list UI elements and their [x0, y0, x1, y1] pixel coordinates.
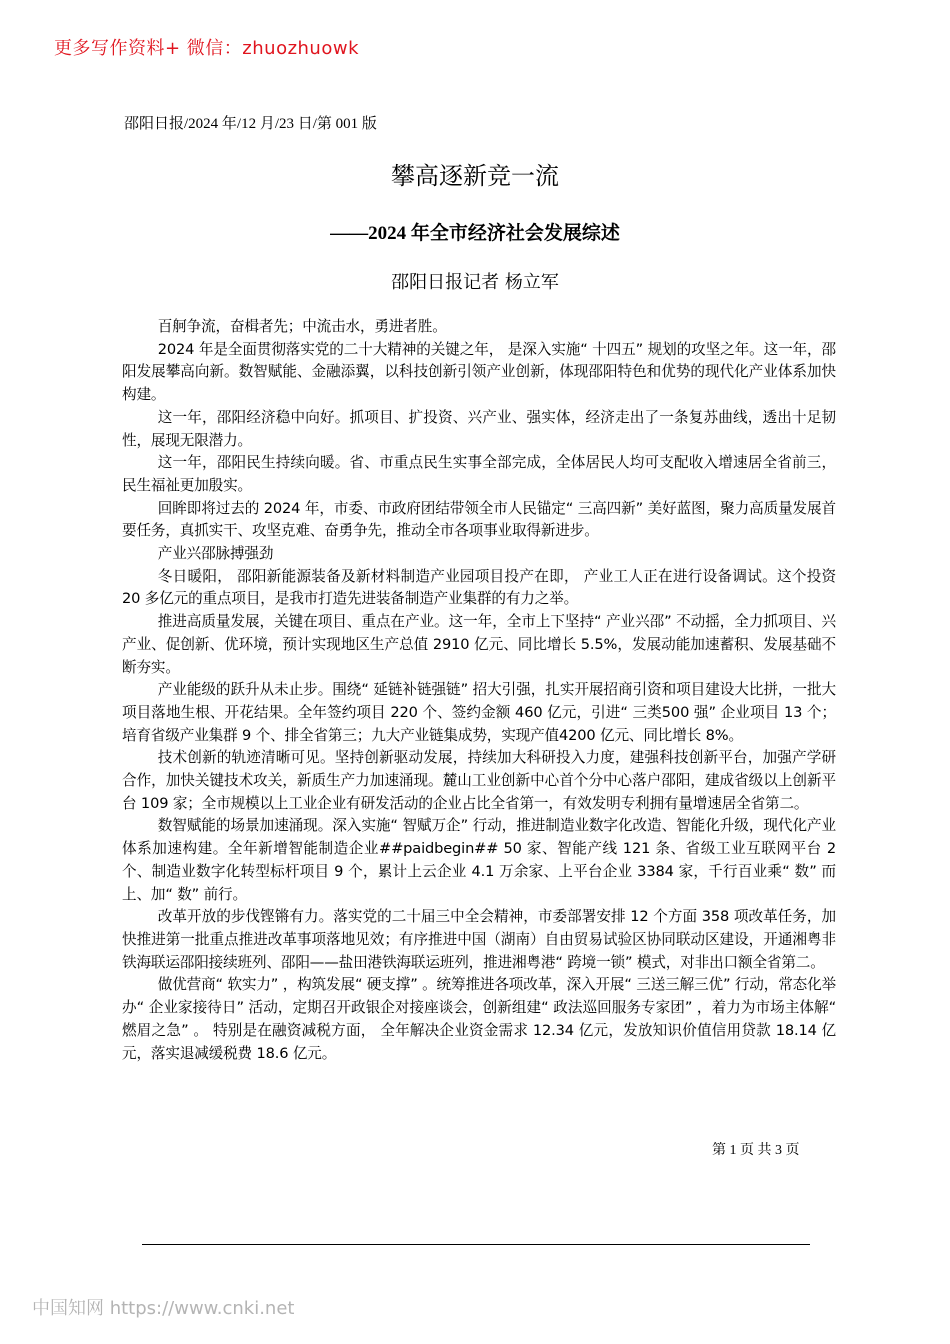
paragraph: 百舸争流，奋楫者先；中流击水，勇进者胜。 [157, 318, 447, 335]
paragraph: 技术创新的轨迹清晰可见。坚持创新驱动发展，持续加大科研投入力度，建强科技创新平台，加强产学研合作，加快关键技术攻关，新质生产力加速涌现。麓山工业创新中心首个分中心落户邵阳，建成省级以上创新平台 109 家；全市规模以上工业企业有研发活动的企业占比全省第一，有效发明专利拥有量增速居全省第二。 [122, 749, 836, 812]
paragraph: 做优营商“ 软实力” ，构筑发展“ 硬支撑” 。统筹推进各项改革，深入开展“ 三送三解三优” 行动，常态化举办“ 企业家接待日” 活动，定期召开政银企对接座谈会，创新组建“ 政法巡回服务专家团” ，着力为市场主体解“ 燃眉之急” 。 特别是在融资减税方面， 全年解决企业资金需求 12.34 亿元，发放知识价值信用贷款 18.14 亿元，落实退减缓税费 18.6 亿元。 [122, 976, 836, 1062]
article-byline: 邵阳日报记者 杨立军 [391, 272, 559, 293]
cnki-watermark: 中国知网 https://www.cnki.net [32, 1298, 295, 1319]
paragraph: 数智赋能的场景加速涌现。深入实施“ 智赋万企” 行动，推进制造业数字化改造、智能化升级，现代化产业体系加速构建。全年新增智能制造企业##paidbegin## 50 家、智能产线 121 条、省级工业互联网平台 2 个、制造业数字化转型标杆项目 9 个，累计上云企业 4.1 万余家、上平台企业 3384 家，千行百业乘“ 数” 而上、加“ 数” 前行。 [122, 817, 836, 903]
paragraph: 推进高质量发展，关键在项目、重点在产业。这一年，全市上下坚持“ 产业兴邵” 不动摇，全力抓项目、兴产业、促创新、优环境，预计实现地区生产总值 2910 亿元、同比增长 5.5%，发展动能加速蓄积、发展基础不断夯实。 [122, 613, 836, 676]
paragraph: 这一年，邵阳民生持续向暖。省、市重点民生实事全部完成，全体居民人均可支配收入增速居全省前三，民生福祉更加殷实。 [122, 454, 836, 494]
article-subtitle: ——2024 年全市经济社会发展综述 [330, 223, 620, 244]
paragraph: 这一年，邵阳经济稳中向好。抓项目、扩投资、兴产业、强实体，经济走出了一条复苏曲线，透出十足韧性，展现无限潜力。 [122, 408, 836, 449]
publication-source: 邵阳日报/2024 年/12 月/23 日/第 001 版 [124, 116, 377, 132]
promo-link[interactable]: 更多写作资料+ 微信：zhuozhuowk [54, 38, 360, 59]
paragraph: 回眸即将过去的 2024 年，市委、市政府团结带领全市人民锚定“ 三高四新” 美好蓝图，聚力高质量发展首要任务，真抓实干、攻坚克难、奋勇争先，推动全市各项事业取得新进步。 [122, 499, 836, 540]
paragraph: 2024 年是全面贯彻落实党的二十大精神的关键之年， 是深入实施“ 十四五” 规划的攻坚之年。这一年，邵阳发展攀高向新。数智赋能、金融添翼，以科技创新引领产业创新，体现邵阳特色和优势的现代化产业体系加快构建。 [122, 340, 836, 404]
paragraph: 改革开放的步伐铿锵有力。落实党的二十届三中全会精神，市委部署安排 12 个方面 358 项改革任务，加快推进第一批重点推进改革事项落地见效；有序推进中国（湖南）自由贸易试验区协同联动区建设，开通湘粤非铁海联运邵阳接续班列、邵阳——盐田港铁海联运班列，推进湘粤港“ 跨境一锁” 模式，对非出口额全省第二。 [122, 908, 836, 971]
paragraph: 产业能级的跃升从未止步。围绕“ 延链补链强链” 招大引强，扎实开展招商引资和项目建设大比拼，一批大项目落地生根、开花结果。全年签约项目 220 个、签约金额 460 亿元，引进“ 三类500 强” 企业项目 13 个；培育省级产业集群 9 个、排全省第三；九大产业链集成势，实现产值4200 亿元、同比增长 8%。 [122, 681, 836, 744]
article-title: 攀高逐新竞一流 [391, 162, 559, 190]
footer-divider [142, 1244, 810, 1245]
page-number: 第 1 页 共 3 页 [712, 1143, 800, 1158]
paragraph: 冬日暖阳， 邵阳新能源装备及新材料制造产业园项目投产在即， 产业工人正在进行设备调试。这个投资 20 多亿元的重点项目，是我市打造先进装备制造产业集群的有力之举。 [122, 567, 836, 608]
section-heading: 产业兴邵脉搏强劲 [157, 545, 274, 563]
article-body [122, 316, 836, 1065]
